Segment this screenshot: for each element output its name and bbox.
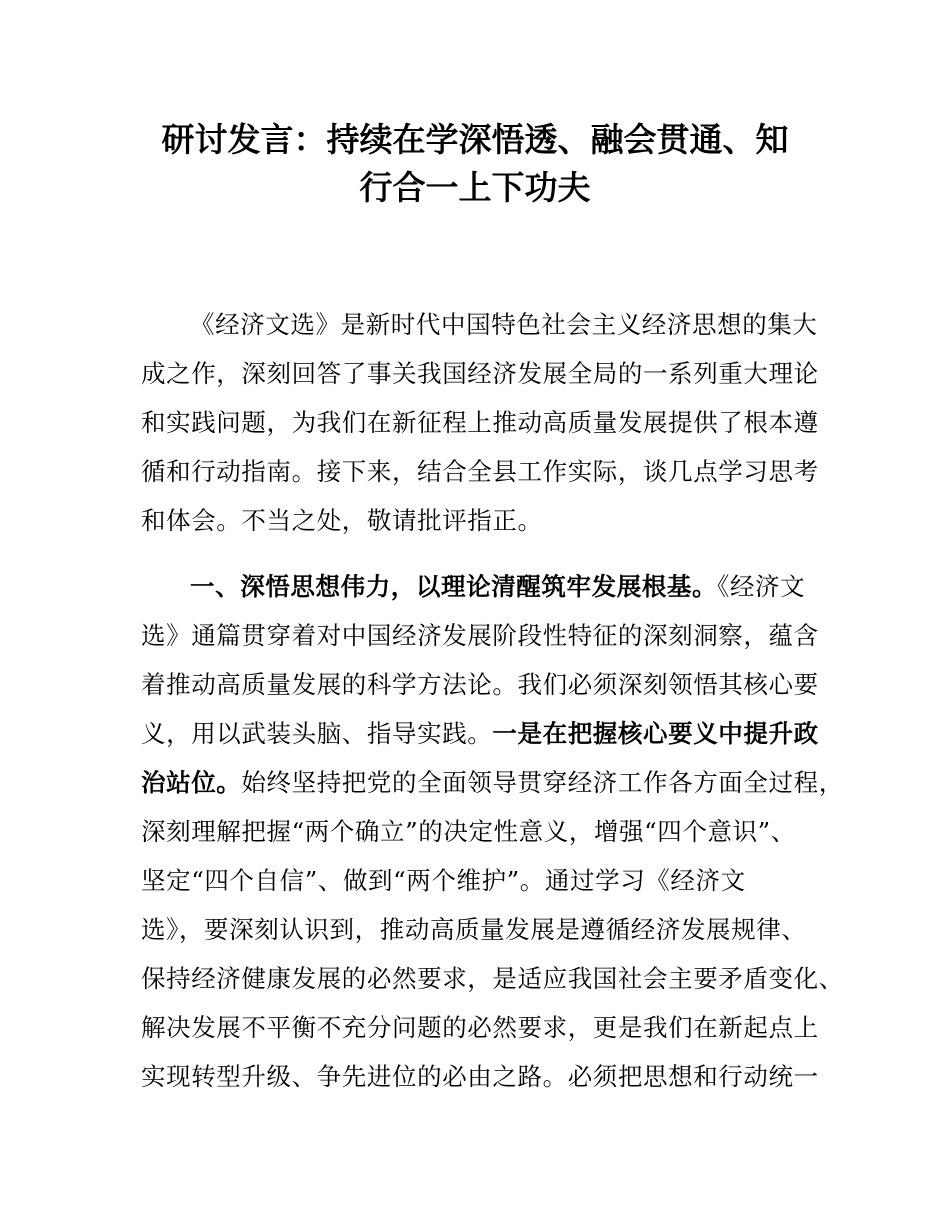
paragraph-2-line-4	[141, 717, 819, 751]
paragraph-2-line-4-plain: 义，用以武装头脑、指导实践。	[141, 719, 493, 748]
paragraph-2-line-6: 深刻理解把握“两个确立”的决定性意义，增强“四个意识”、	[141, 817, 796, 846]
paragraph-2-line-5-plain: 始终坚持把党的全面领导贯穿经济工作各方面全过程，	[241, 768, 844, 797]
paragraph-1-line-1: 《经济文选》是新时代中国特色社会主义经济思想的集大	[190, 310, 818, 339]
paragraph-2-line-1-rest: 《经济文	[717, 572, 806, 601]
paragraph-2-line-2: 选》通篇贯穿着对中国经济发展阶段性特征的深刻洞察，蕴含	[141, 621, 819, 650]
paragraph-1-line-4: 循和行动指南。接下来，结合全县工作实际，谈几点学习思考	[141, 457, 819, 486]
paragraph-2-line-7: 坚定“四个自信”、做到“两个维护”。通过学习《经济文	[141, 866, 746, 895]
subpoint-heading-1-end: 治站位。	[141, 768, 242, 797]
subpoint-heading-1: 一是在把握核心要义中提升政	[492, 719, 819, 748]
document-title-line-2: 行合一上下功夫	[359, 168, 591, 207]
paragraph-2-line-9: 保持经济健康发展的必然要求，是适应我国社会主要矛盾变化、	[141, 964, 844, 993]
paragraph-2-line-3: 着推动高质量发展的科学方法论。我们必须深刻领悟其核心要	[141, 670, 819, 699]
paragraph-1-line-5: 和体会。不当之处，敬请批评指正。	[141, 506, 543, 535]
paragraph-2-line-5	[141, 766, 844, 800]
paragraph-2-line-11: 实现转型升级、争先进位的必由之路。必须把思想和行动统一	[141, 1062, 819, 1091]
section-heading: 一、深悟思想伟力，以理论清醒筑牢发展根基。	[190, 572, 718, 601]
paragraph-2-line-1	[190, 570, 805, 604]
document-title-line-1: 研讨发言：持续在学深悟透、融会贯通、知	[161, 120, 789, 159]
paragraph-2-line-10: 解决发展不平衡不充分问题的必然要求，更是我们在新起点上	[141, 1013, 819, 1042]
paragraph-2-line-8: 选》，要深刻认识到，推动高质量发展是遵循经济发展规律、	[141, 915, 807, 944]
paragraph-1-line-3: 和实践问题，为我们在新征程上推动高质量发展提供了根本遵	[141, 408, 819, 437]
paragraph-1-line-2: 成之作，深刻回答了事关我国经济发展全局的一系列重大理论	[141, 359, 819, 388]
